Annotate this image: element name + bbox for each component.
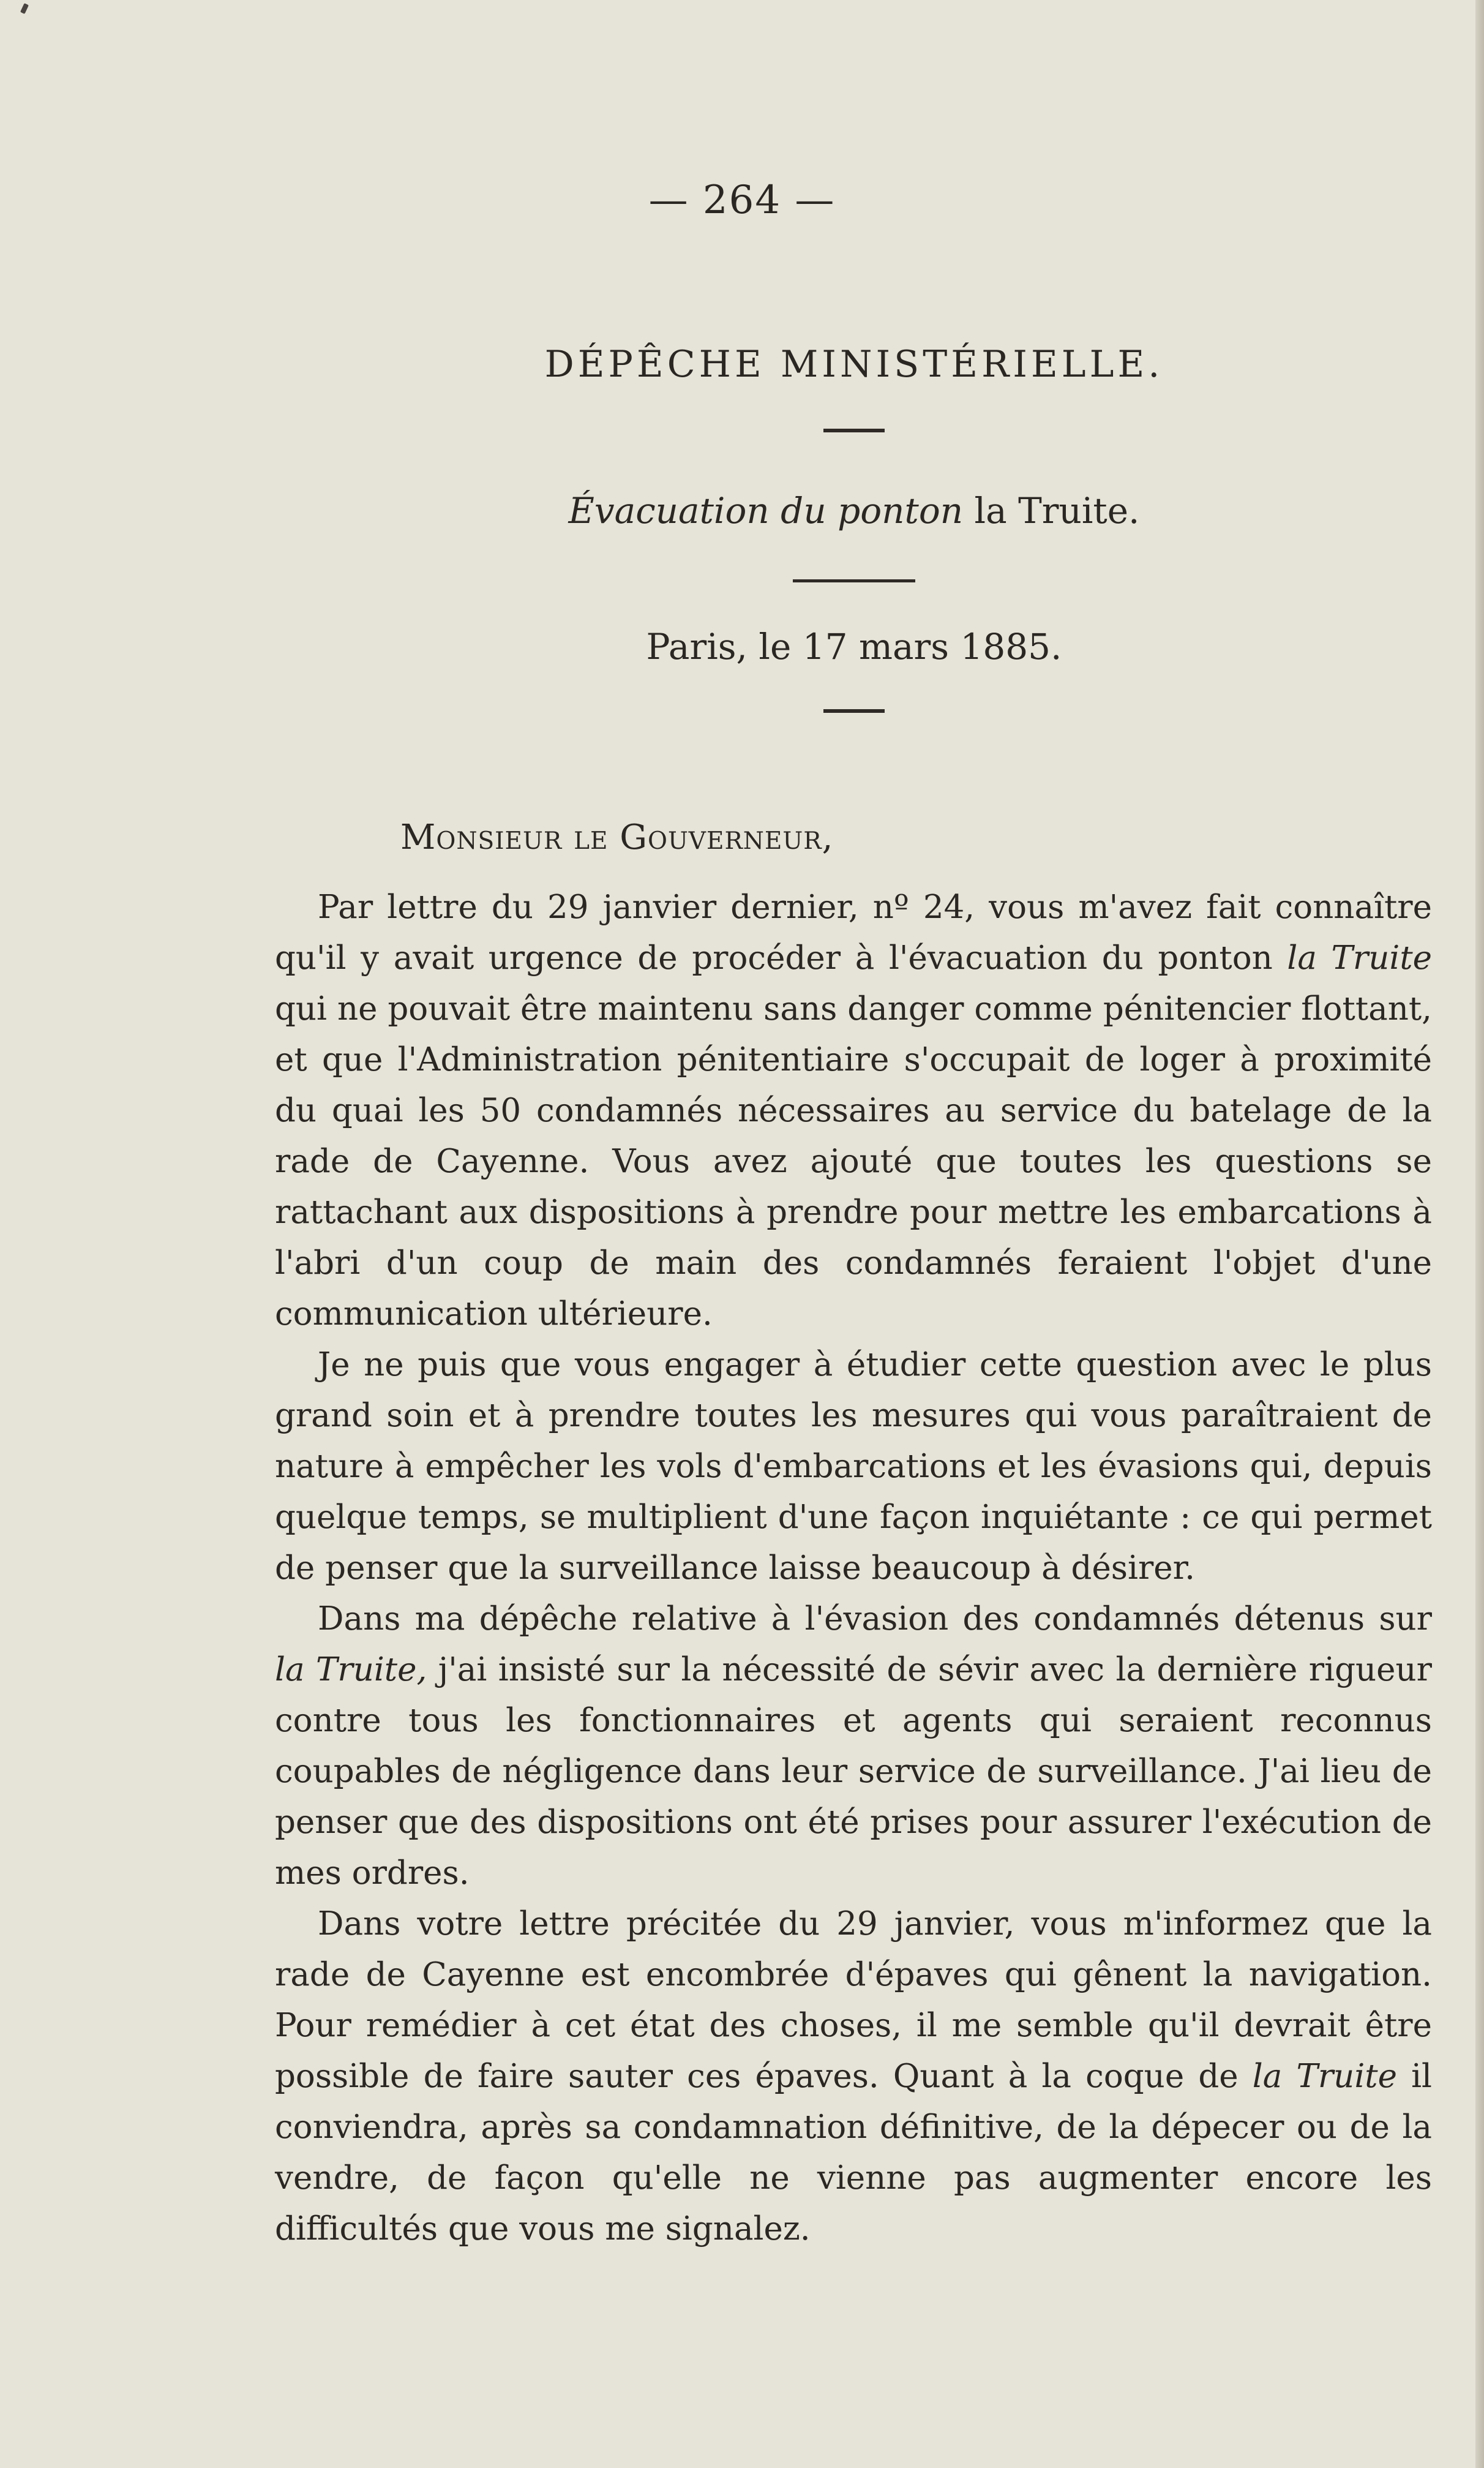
paragraph-2: Je ne puis que vous engager à étudier cette question avec le plus grand soin et à prendre toutes les mesures qui vous paraîtraient de nature à empêcher les vols d'embarcations et les évasions qui, depuis quelque temps, se multiplient d'une façon inquiétante : ce qui permet de penser que la surveillance laisse beaucoup à désirer. (275, 1346, 1432, 1587)
salutation: Monsieur le Gouverneur, (400, 818, 834, 857)
page-number: — 264 — (648, 178, 836, 223)
title-rule (823, 429, 885, 432)
paragraph-4: Dans votre lettre précitée du 29 janvier, vous m'informez que la rade de Cayenne est encombrée d'épaves qui gênent la navigation. Pour remédier à cet état des choses, il me semble qu'il devrait être possible de faire sauter ces épaves. Quant à la coque de la Truite il conviendra, après sa condamnation définitive, de la dépecer ou de la vendre, de façon qu'elle ne vienne pas augmenter encore les difficultés que vous me signalez. (275, 1905, 1432, 2248)
date-rule (823, 709, 885, 713)
subject-rule (793, 579, 915, 582)
letter-body (275, 882, 1432, 2254)
ink-mark (20, 3, 29, 14)
document-title: DÉPÊCHE MINISTÉRIELLE. (544, 343, 1164, 386)
subject-italic: Évacuation du ponton (568, 490, 964, 532)
paragraph-1: Par lettre du 29 janvier dernier, nº 24, vous m'avez fait connaître qu'il y avait urgence de procéder à l'évacuation du ponton la Truite qui ne pouvait être maintenu sans danger comme pénitencier flottant, et que l'Administration pénitentiaire s'occupait de loger à proximité du quai les 50 condamnés nécessaires au service du batelage de la rade de Cayenne. Vous avez ajouté que toutes les questions se rattachant aux dispositions à prendre pour mettre les embarcations à l'abri d'un coup de main des condamnés feraient l'objet d'une communication ultérieure. (275, 889, 1432, 1333)
paragraph-3: Dans ma dépêche relative à l'évasion des condamnés détenus sur la Truite, j'ai insisté sur la nécessité de sévir avec la dernière rigueur contre tous les fonctionnaires et agents qui seraient reconnus coupables de négligence dans leur service de surveillance. J'ai lieu de penser que des dispositions ont été prises pour assurer l'exécution de mes ordres. (275, 1600, 1432, 1892)
place-date: Paris, le 17 mars 1885. (646, 626, 1062, 668)
subject-plain: la Truite. (963, 490, 1140, 532)
subject-line (0, 490, 1484, 532)
